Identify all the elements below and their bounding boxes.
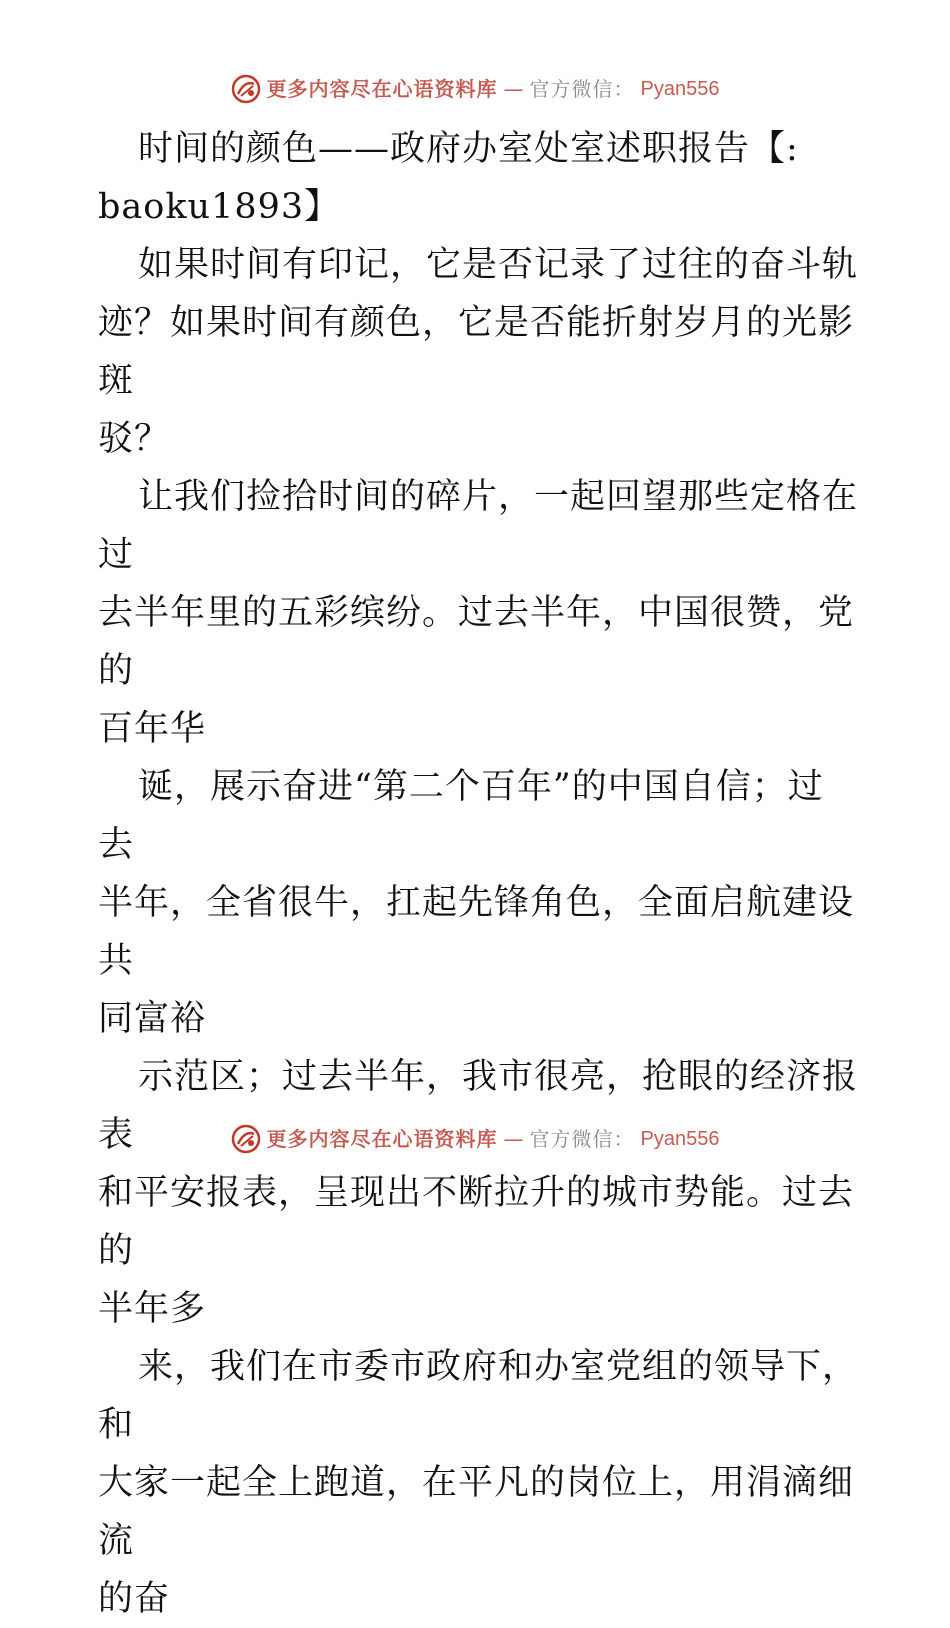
document-body <box>98 120 858 1628</box>
watermark-wechat-id: Pyan556 <box>640 1128 720 1150</box>
text-line: 和平安报表，呈现出不断拉升的城市势能。过去的 <box>98 1173 855 1271</box>
text-line: 去半年里的五彩缤纷。过去半年，中国很赞，党的 <box>98 593 855 691</box>
paragraph <box>98 1338 858 1628</box>
text-line: 的奋 <box>98 1579 171 1619</box>
text-line: 让我们捡拾时间的碎片，一起回望那些定格在过 <box>98 477 859 575</box>
paragraph <box>98 468 858 758</box>
logo-icon <box>231 1124 261 1154</box>
watermark-wechat-id: Pyan556 <box>640 78 720 100</box>
text-line: 如果时间有印记，它是否记录了过往的奋斗轨 <box>138 245 859 285</box>
text-line: 来，我们在市委市政府和办室党组的领导下，和 <box>98 1347 859 1445</box>
watermark-label: 官方微信： <box>529 1127 635 1151</box>
document-title-paragraph <box>98 120 858 236</box>
watermark-label: 官方微信： <box>529 77 635 101</box>
paragraph <box>98 1048 858 1338</box>
watermark-dash: — <box>503 77 524 101</box>
text-line: 驳？ <box>98 419 171 459</box>
paragraph <box>98 758 858 1048</box>
text-line: 同富裕 <box>98 999 207 1039</box>
header-watermark <box>0 74 950 104</box>
watermark-text: 更多内容尽在心语资料库 <box>266 1127 498 1151</box>
footer-watermark <box>0 1124 950 1154</box>
text-line: 半年多 <box>98 1289 207 1329</box>
text-line: 时间的颜色——政府办室处室述职报告【: <box>138 129 799 169</box>
text-line: 迹？如果时间有颜色，它是否能折射岁月的光影斑 <box>98 303 855 401</box>
text-line: 百年华 <box>98 709 207 749</box>
text-line: 大家一起全上跑道，在平凡的岗位上，用涓滴细流 <box>98 1463 855 1561</box>
text-line: baoku1893】 <box>98 187 341 227</box>
text-line: 示范区；过去半年，我市很亮，抢眼的经济报表 <box>98 1057 859 1155</box>
watermark-dash: — <box>503 1127 524 1151</box>
text-line: 半年，全省很牛，扛起先锋角色，全面启航建设共 <box>98 883 855 981</box>
watermark-text: 更多内容尽在心语资料库 <box>266 77 498 101</box>
logo-icon <box>231 74 261 104</box>
text-line: 诞，展示奋进“第二个百年”的中国自信；过去 <box>98 767 824 865</box>
paragraph <box>98 236 858 468</box>
